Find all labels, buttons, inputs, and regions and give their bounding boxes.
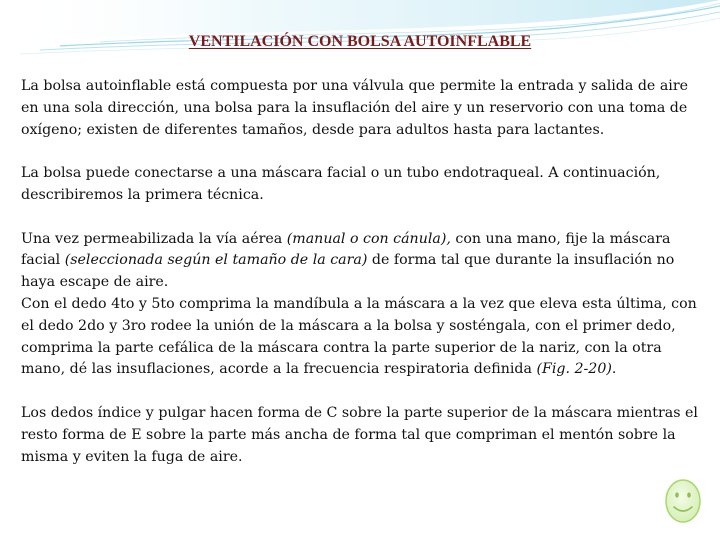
text-run: Una vez permeabilizada la vía aérea xyxy=(21,230,287,247)
text-run: de forma tal que durante la insuflación no haya escape de aire. xyxy=(21,252,675,291)
italic-note: (seleccionada según el tamaño de la cara) xyxy=(64,252,368,269)
paragraph xyxy=(21,229,699,294)
slide-title: VENTILACIÓN CON BOLSA AUTOINFLABLE xyxy=(188,33,532,50)
paragraph: La bolsa puede conectarse a una máscara facial o un tubo endotraqueal. A continuación, describiremos la primera técnica. xyxy=(21,165,661,203)
paragraph xyxy=(21,294,699,381)
paragraph: Los dedos índice y pulgar hacen forma de C sobre la parte superior de la máscara mientras el resto forma de E sobre la parte más ancha de forma tal que compriman el mentón sobre la misma y eviten la fuga de aire. xyxy=(21,404,698,465)
smiley-face-icon xyxy=(664,478,702,524)
text-run: con una mano, fije la máscara facial xyxy=(21,230,671,269)
italic-note: (manual o con cánula), xyxy=(286,230,451,247)
figure-reference: (Fig. 2-20) xyxy=(536,361,612,378)
body-text xyxy=(21,76,699,468)
text-run: Con el dedo 4to y 5to comprima la mandíbula a la máscara a la vez que eleva esta última, con el dedo 2do y 3ro rodee la unión de la máscara a la bolsa y sosténgala, con el primer dedo, comprima la parte cefálica de la máscara contra la parte superior de la nariz, con la otra mano, dé las insuflaciones, acorde a la frecuencia respiratoria definida xyxy=(21,295,697,378)
text-run: . xyxy=(611,361,617,378)
paragraph: La bolsa autoinflable está compuesta por una válvula que permite la entrada y salida de aire en una sola dirección, una bolsa para la insuflación del aire y un reservorio con una toma de oxígeno; existen de diferentes tamaños, desde para adultos hasta para lactantes. xyxy=(21,78,689,138)
